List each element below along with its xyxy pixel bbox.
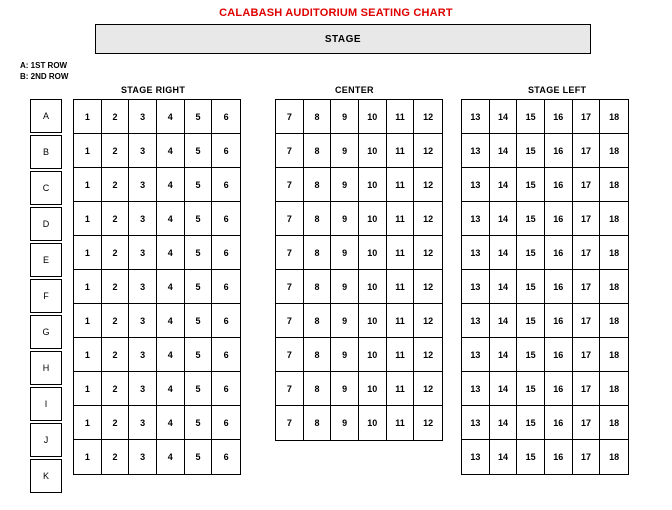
seat-F14[interactable]: 14 <box>490 270 518 304</box>
seat-I17[interactable]: 17 <box>573 372 601 406</box>
seat-E12[interactable]: 12 <box>414 236 442 270</box>
seat-A14[interactable]: 14 <box>490 100 518 134</box>
seat-E16[interactable]: 16 <box>545 236 573 270</box>
seat-A18[interactable]: 18 <box>600 100 628 134</box>
seat-B5[interactable]: 5 <box>185 134 213 168</box>
seat-I10[interactable]: 10 <box>359 372 387 406</box>
seat-E15[interactable]: 15 <box>517 236 545 270</box>
seat-G6[interactable]: 6 <box>212 304 240 338</box>
seat-B1[interactable]: 1 <box>74 134 102 168</box>
seat-B12[interactable]: 12 <box>414 134 442 168</box>
seat-C3[interactable]: 3 <box>129 168 157 202</box>
seat-A3[interactable]: 3 <box>129 100 157 134</box>
seat-C11[interactable]: 11 <box>387 168 415 202</box>
seat-block-stage-left <box>461 99 629 475</box>
seat-D11[interactable]: 11 <box>387 202 415 236</box>
seat-B4[interactable]: 4 <box>157 134 185 168</box>
seat-J16[interactable]: 16 <box>545 406 573 440</box>
seat-A1[interactable]: 1 <box>74 100 102 134</box>
seat-I7[interactable]: 7 <box>276 372 304 406</box>
seat-row <box>276 406 442 440</box>
seat-C18[interactable]: 18 <box>600 168 628 202</box>
seat-A7[interactable]: 7 <box>276 100 304 134</box>
seat-E6[interactable]: 6 <box>212 236 240 270</box>
seat-H5[interactable]: 5 <box>185 338 213 372</box>
seat-E4[interactable]: 4 <box>157 236 185 270</box>
seat-F2[interactable]: 2 <box>102 270 130 304</box>
seat-row <box>276 168 442 202</box>
seat-H11[interactable]: 11 <box>387 338 415 372</box>
seat-H8[interactable]: 8 <box>304 338 332 372</box>
seat-E18[interactable]: 18 <box>600 236 628 270</box>
seat-B8[interactable]: 8 <box>304 134 332 168</box>
seat-J6[interactable]: 6 <box>212 406 240 440</box>
seat-H16[interactable]: 16 <box>545 338 573 372</box>
seat-E5[interactable]: 5 <box>185 236 213 270</box>
seat-row <box>462 406 628 440</box>
seat-row <box>276 236 442 270</box>
seat-G10[interactable]: 10 <box>359 304 387 338</box>
seat-K5[interactable]: 5 <box>185 440 213 474</box>
seat-C9[interactable]: 9 <box>331 168 359 202</box>
seat-row <box>462 202 628 236</box>
seat-J10[interactable]: 10 <box>359 406 387 440</box>
seat-G7[interactable]: 7 <box>276 304 304 338</box>
seat-D14[interactable]: 14 <box>490 202 518 236</box>
seat-J17[interactable]: 17 <box>573 406 601 440</box>
seat-row <box>74 372 240 406</box>
seat-D6[interactable]: 6 <box>212 202 240 236</box>
seat-G17[interactable]: 17 <box>573 304 601 338</box>
seat-row <box>462 304 628 338</box>
seat-row <box>276 372 442 406</box>
seat-D12[interactable]: 12 <box>414 202 442 236</box>
seat-row <box>276 134 442 168</box>
seat-J18[interactable]: 18 <box>600 406 628 440</box>
seat-C12[interactable]: 12 <box>414 168 442 202</box>
seat-I14[interactable]: 14 <box>490 372 518 406</box>
row-label: G <box>30 315 62 349</box>
seat-row <box>276 202 442 236</box>
seat-E9[interactable]: 9 <box>331 236 359 270</box>
seat-row <box>462 134 628 168</box>
seat-A10[interactable]: 10 <box>359 100 387 134</box>
seat-G3[interactable]: 3 <box>129 304 157 338</box>
seat-C16[interactable]: 16 <box>545 168 573 202</box>
seat-K6[interactable]: 6 <box>223 452 229 462</box>
seat-C2[interactable]: 2 <box>102 168 130 202</box>
seat-F1[interactable]: 1 <box>74 270 102 304</box>
seat-D15[interactable]: 15 <box>517 202 545 236</box>
seat-B18[interactable]: 18 <box>600 134 628 168</box>
seat-F11[interactable]: 11 <box>387 270 415 304</box>
seat-H17[interactable]: 17 <box>573 338 601 372</box>
seat-J14[interactable]: 14 <box>490 406 518 440</box>
seat-F18[interactable]: 18 <box>600 270 628 304</box>
seat-I18[interactable]: 18 <box>600 372 628 406</box>
seat-I15[interactable]: 15 <box>517 372 545 406</box>
seat-F13[interactable]: 13 <box>462 270 490 304</box>
seat-row <box>74 236 240 270</box>
seat-F10[interactable]: 10 <box>359 270 387 304</box>
seat-F8[interactable]: 8 <box>304 270 332 304</box>
legend <box>20 60 68 82</box>
seat-D13[interactable]: 13 <box>462 202 490 236</box>
seat-row <box>74 202 240 236</box>
seat-K1[interactable]: 1 <box>74 440 102 474</box>
stage-banner <box>95 24 591 54</box>
seat-C10[interactable]: 10 <box>359 168 387 202</box>
seat-I6[interactable]: 6 <box>212 372 240 406</box>
seat-F7[interactable]: 7 <box>276 270 304 304</box>
seat-B6[interactable]: 6 <box>212 134 240 168</box>
seat-B11[interactable]: 11 <box>387 134 415 168</box>
seat-H2[interactable]: 2 <box>102 338 130 372</box>
row-label: H <box>30 351 62 385</box>
seat-B2[interactable]: 2 <box>102 134 130 168</box>
legend-line-2: B: 2ND ROW <box>20 72 69 81</box>
seat-A11[interactable]: 11 <box>387 100 415 134</box>
seat-G15[interactable]: 15 <box>517 304 545 338</box>
seat-A17[interactable]: 17 <box>573 100 601 134</box>
seat-I1[interactable]: 1 <box>74 372 102 406</box>
seat-K15[interactable]: 15 <box>517 440 545 474</box>
seat-row <box>276 270 442 304</box>
seat-row <box>462 372 628 406</box>
seat-I4[interactable]: 4 <box>157 372 185 406</box>
seat-row <box>74 406 240 440</box>
seat-row <box>74 270 240 304</box>
seat-J2[interactable]: 2 <box>102 406 130 440</box>
seat-I5[interactable]: 5 <box>185 372 213 406</box>
seat-E17[interactable]: 17 <box>573 236 601 270</box>
seat-H1[interactable]: 1 <box>74 338 102 372</box>
seat-F16[interactable]: 16 <box>545 270 573 304</box>
seat-A2[interactable]: 2 <box>102 100 130 134</box>
seat-K2[interactable]: 2 <box>102 440 130 474</box>
seat-D5[interactable]: 5 <box>185 202 213 236</box>
seat-A8[interactable]: 8 <box>304 100 332 134</box>
seat-G4[interactable]: 4 <box>157 304 185 338</box>
seat-H10[interactable]: 10 <box>359 338 387 372</box>
seat-G11[interactable]: 11 <box>387 304 415 338</box>
seat-F17[interactable]: 17 <box>573 270 601 304</box>
seat-row <box>74 440 240 474</box>
seat-D7[interactable]: 7 <box>276 202 304 236</box>
seat-A9[interactable]: 9 <box>331 100 359 134</box>
seat-A12[interactable]: 12 <box>414 100 442 134</box>
seat-A4[interactable]: 4 <box>157 100 185 134</box>
legend-line-1: A: 1ST ROW <box>20 61 68 70</box>
seat-F5[interactable]: 5 <box>185 270 213 304</box>
row-label: J <box>30 423 62 457</box>
seat-B7[interactable]: 7 <box>276 134 304 168</box>
seat-J1[interactable]: 1 <box>74 406 102 440</box>
seat-A13[interactable]: 13 <box>462 100 490 134</box>
seat-K4[interactable]: 4 <box>157 440 185 474</box>
seat-G16[interactable]: 16 <box>545 304 573 338</box>
seat-B10[interactable]: 10 <box>359 134 387 168</box>
seat-row <box>462 236 628 270</box>
seat-E7[interactable]: 7 <box>276 236 304 270</box>
seat-D2[interactable]: 2 <box>102 202 130 236</box>
seat-row <box>462 338 628 372</box>
seat-K13[interactable]: 13 <box>462 440 490 474</box>
seat-G8[interactable]: 8 <box>304 304 332 338</box>
seat-J5[interactable]: 5 <box>185 406 213 440</box>
seat-G12[interactable]: 12 <box>414 304 442 338</box>
seat-E13[interactable]: 13 <box>462 236 490 270</box>
row-label: A <box>30 99 62 133</box>
seat-G5[interactable]: 5 <box>185 304 213 338</box>
seat-J13[interactable]: 13 <box>462 406 490 440</box>
seat-J15[interactable]: 15 <box>517 406 545 440</box>
row-label: E <box>30 243 62 277</box>
seat-row <box>74 338 240 372</box>
seat-row <box>276 100 442 134</box>
seat-F3[interactable]: 3 <box>129 270 157 304</box>
seat-I2[interactable]: 2 <box>102 372 130 406</box>
seat-C7[interactable]: 7 <box>276 168 304 202</box>
seat-row <box>74 100 240 134</box>
seat-I12[interactable]: 12 <box>414 372 442 406</box>
seat-J9[interactable]: 9 <box>331 406 359 440</box>
stage-label: STAGE <box>324 33 362 45</box>
seat-C8[interactable]: 8 <box>304 168 332 202</box>
seat-E11[interactable]: 11 <box>387 236 415 270</box>
seat-row <box>276 304 442 338</box>
seat-H7[interactable]: 7 <box>276 338 304 372</box>
seat-C5[interactable]: 5 <box>185 168 213 202</box>
seat-G14[interactable]: 14 <box>490 304 518 338</box>
seat-row <box>74 304 240 338</box>
seat-C4[interactable]: 4 <box>157 168 185 202</box>
seat-I16[interactable]: 16 <box>545 372 573 406</box>
seat-H9[interactable]: 9 <box>331 338 359 372</box>
seat-row <box>74 168 240 202</box>
seat-E3[interactable]: 3 <box>129 236 157 270</box>
seat-C1[interactable]: 1 <box>74 168 102 202</box>
row-label: F <box>30 279 62 313</box>
seat-J4[interactable]: 4 <box>157 406 185 440</box>
seat-row <box>276 338 442 372</box>
seat-I13[interactable]: 13 <box>462 372 490 406</box>
seat-block-center <box>275 99 443 441</box>
seat-K14[interactable]: 14 <box>490 440 518 474</box>
seat-C15[interactable]: 15 <box>517 168 545 202</box>
seat-I11[interactable]: 11 <box>387 372 415 406</box>
seat-J12[interactable]: 12 <box>423 418 434 428</box>
seat-E2[interactable]: 2 <box>102 236 130 270</box>
row-label: C <box>30 171 62 205</box>
seat-H12[interactable]: 12 <box>414 338 442 372</box>
row-label: I <box>30 387 62 421</box>
seat-F6[interactable]: 6 <box>212 270 240 304</box>
seat-row <box>74 134 240 168</box>
seat-K3[interactable]: 3 <box>129 440 157 474</box>
seat-K17[interactable]: 17 <box>573 440 601 474</box>
seat-H6[interactable]: 6 <box>212 338 240 372</box>
seat-F4[interactable]: 4 <box>157 270 185 304</box>
seat-B9[interactable]: 9 <box>331 134 359 168</box>
seat-block-stage-right <box>73 99 241 475</box>
seat-I3[interactable]: 3 <box>129 372 157 406</box>
row-label: D <box>30 207 62 241</box>
seat-G18[interactable]: 18 <box>600 304 628 338</box>
seat-D3[interactable]: 3 <box>129 202 157 236</box>
seat-A5[interactable]: 5 <box>185 100 213 134</box>
seat-C14[interactable]: 14 <box>490 168 518 202</box>
seat-A16[interactable]: 16 <box>545 100 573 134</box>
seat-H18[interactable]: 18 <box>600 338 628 372</box>
seat-J11[interactable]: 11 <box>387 406 415 440</box>
section-heading-center: CENTER <box>335 85 374 95</box>
seat-C13[interactable]: 13 <box>462 168 490 202</box>
seat-D10[interactable]: 10 <box>359 202 387 236</box>
seat-D8[interactable]: 8 <box>304 202 332 236</box>
seat-row <box>462 440 628 474</box>
seat-D1[interactable]: 1 <box>74 202 102 236</box>
seat-B17[interactable]: 17 <box>573 134 601 168</box>
seat-D9[interactable]: 9 <box>331 202 359 236</box>
seat-G1[interactable]: 1 <box>74 304 102 338</box>
section-heading-stage-left: STAGE LEFT <box>528 85 587 95</box>
seat-A6[interactable]: 6 <box>212 100 240 134</box>
seat-H15[interactable]: 15 <box>517 338 545 372</box>
seat-C6[interactable]: 6 <box>212 168 240 202</box>
seat-I9[interactable]: 9 <box>331 372 359 406</box>
seat-E8[interactable]: 8 <box>304 236 332 270</box>
seat-row <box>462 100 628 134</box>
page-title: CALABASH AUDITORIUM SEATING CHART <box>219 7 453 19</box>
seat-B3[interactable]: 3 <box>129 134 157 168</box>
seat-C17[interactable]: 17 <box>573 168 601 202</box>
section-heading-stage-right: STAGE RIGHT <box>121 85 186 95</box>
seat-J3[interactable]: 3 <box>129 406 157 440</box>
row-label-column <box>30 99 62 495</box>
seat-B16[interactable]: 16 <box>545 134 573 168</box>
seat-D17[interactable]: 17 <box>573 202 601 236</box>
seat-H4[interactable]: 4 <box>157 338 185 372</box>
seat-F12[interactable]: 12 <box>414 270 442 304</box>
seat-row <box>462 270 628 304</box>
seat-D4[interactable]: 4 <box>157 202 185 236</box>
seat-row <box>462 168 628 202</box>
row-label: B <box>30 135 62 169</box>
seat-E1[interactable]: 1 <box>74 236 102 270</box>
seat-B15[interactable]: 15 <box>517 134 545 168</box>
seat-D16[interactable]: 16 <box>545 202 573 236</box>
seat-B14[interactable]: 14 <box>490 134 518 168</box>
seat-G13[interactable]: 13 <box>462 304 490 338</box>
seat-E10[interactable]: 10 <box>359 236 387 270</box>
seat-G9[interactable]: 9 <box>331 304 359 338</box>
seat-E14[interactable]: 14 <box>490 236 518 270</box>
seat-I8[interactable]: 8 <box>304 372 332 406</box>
seat-F15[interactable]: 15 <box>517 270 545 304</box>
seat-K16[interactable]: 16 <box>545 440 573 474</box>
seat-K18[interactable]: 18 <box>609 452 620 462</box>
seat-J7[interactable]: 7 <box>276 406 304 440</box>
seat-A15[interactable]: 15 <box>517 100 545 134</box>
seat-H3[interactable]: 3 <box>129 338 157 372</box>
seat-F9[interactable]: 9 <box>331 270 359 304</box>
seat-D18[interactable]: 18 <box>600 202 628 236</box>
seat-G2[interactable]: 2 <box>102 304 130 338</box>
seat-H14[interactable]: 14 <box>490 338 518 372</box>
seat-B13[interactable]: 13 <box>462 134 490 168</box>
seat-J8[interactable]: 8 <box>304 406 332 440</box>
row-label: K <box>30 459 62 493</box>
seat-H13[interactable]: 13 <box>462 338 490 372</box>
